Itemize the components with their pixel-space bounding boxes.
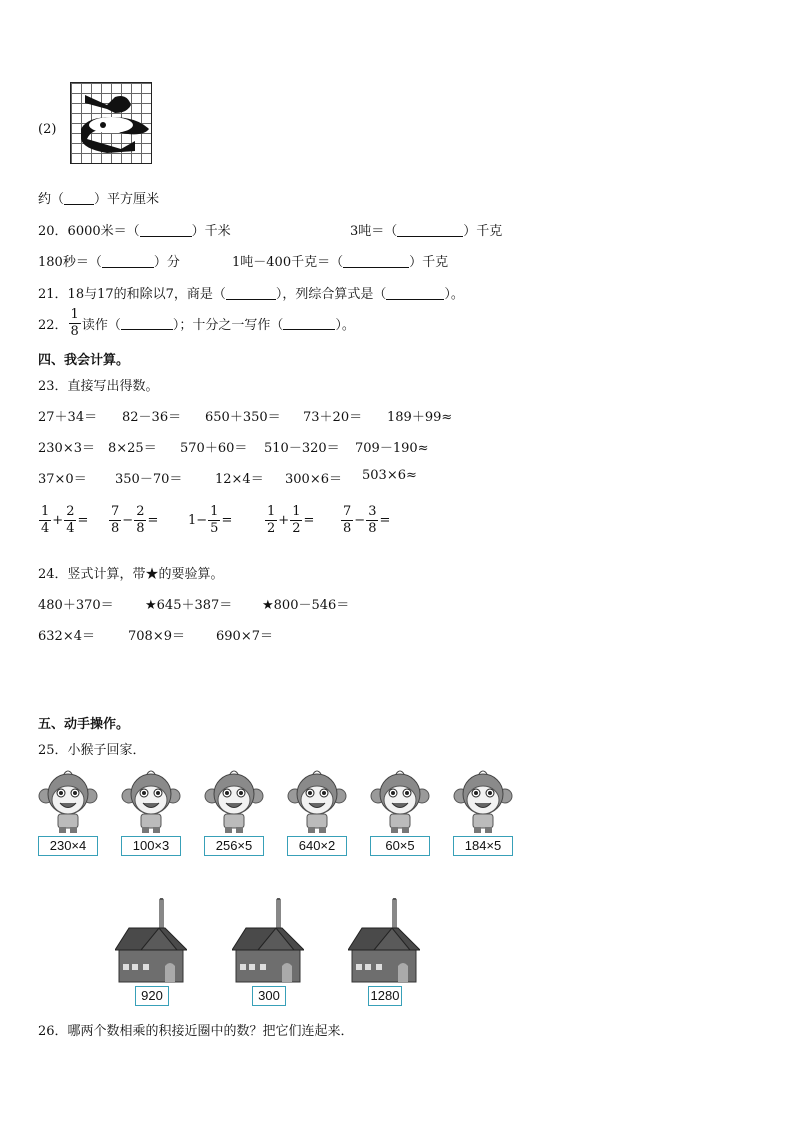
monkey-card[interactable] <box>370 770 430 856</box>
q23-row3-item: 12×4＝ <box>215 472 264 487</box>
pot-shape-figure <box>71 83 151 163</box>
monkey-card[interactable] <box>453 770 513 856</box>
q23-row1-item: 27＋34＝ <box>38 410 98 425</box>
answer-blank[interactable] <box>121 317 173 330</box>
q23-row3-item: 503×6≈ <box>362 468 417 483</box>
q23-row2-item: 510－320＝ <box>264 441 340 456</box>
fraction-expr: $\frac{1}{2}$ + $\frac{1}{2}$ = <box>267 504 315 536</box>
q23-row3-item: 37×0＝ <box>38 472 87 487</box>
house-number-box[interactable]: 920 <box>135 986 169 1006</box>
q19-answer: 约（ ）平方厘米 <box>38 192 160 207</box>
q23-title: 23．直接写出得数。 <box>38 379 159 394</box>
q24-item: ★800－546＝ <box>262 598 350 613</box>
part-label: (2) <box>38 122 57 137</box>
fraction-expr: $\frac{7}{8}$ − $\frac{3}{8}$ = <box>343 504 391 536</box>
answer-blank[interactable] <box>343 255 409 268</box>
q23-row3-item: 350－70＝ <box>115 472 183 487</box>
fraction-expr: 1− $\frac{1}{5}$ = <box>188 504 233 536</box>
monkey-icon <box>287 770 347 834</box>
q23-row2-item: 709－190≈ <box>355 441 429 456</box>
q23-row1-item: 189＋99≈ <box>387 410 453 425</box>
monkey-expression-box[interactable]: 256×5 <box>204 836 264 856</box>
answer-blank[interactable] <box>386 287 444 300</box>
monkey-expression-box[interactable]: 184×5 <box>453 836 513 856</box>
q25-title: 25．小猴子回家． <box>38 743 146 758</box>
answer-blank[interactable] <box>283 317 335 330</box>
q23-row2-item: 230×3＝ <box>38 441 95 456</box>
q24-item: 708×9＝ <box>128 629 185 644</box>
monkey-expression-box[interactable]: 100×3 <box>121 836 181 856</box>
fraction-expr: $\frac{7}{8}$ − $\frac{2}{8}$ = <box>111 504 159 536</box>
section-5-title: 五、动手操作。 <box>38 717 130 732</box>
q20-c: 180秒＝（ ）分 <box>38 255 180 270</box>
house-icon <box>348 898 420 984</box>
monkey-expression-box[interactable]: 60×5 <box>370 836 430 856</box>
q26-title: 26．哪两个数相乘的积接近圈中的数？把它们连起来． <box>38 1024 354 1039</box>
house-card[interactable] <box>115 898 187 1004</box>
q24-item: ★645＋387＝ <box>145 598 233 613</box>
monkey-icon <box>370 770 430 834</box>
house-card[interactable] <box>348 898 420 1004</box>
monkey-expression-box[interactable]: 640×2 <box>287 836 347 856</box>
answer-blank[interactable] <box>102 255 154 268</box>
answer-blank[interactable] <box>140 224 192 237</box>
q20-b: 3吨＝（ ）千克 <box>350 224 503 239</box>
q22: 22． $\frac{1}{8}$ 读作（ ）；十分之一写作（ ）。 <box>38 307 355 339</box>
monkey-expression-box[interactable]: 230×4 <box>38 836 98 856</box>
q24-item: 632×4＝ <box>38 629 95 644</box>
fraction: $\frac{1}{8}$ <box>70 307 79 339</box>
answer-blank[interactable] <box>64 192 94 205</box>
section-4-title: 四、我会计算。 <box>38 353 130 368</box>
q23-row2-item: 570＋60＝ <box>180 441 248 456</box>
q23-row2-item: 8×25＝ <box>108 441 157 456</box>
q24-item: 690×7＝ <box>216 629 273 644</box>
monkey-card[interactable] <box>38 770 98 856</box>
q24-title: 24．竖式计算，带★的要验算。 <box>38 567 224 582</box>
fraction-expr: $\frac{1}{4}$ + $\frac{2}{4}$ = <box>41 504 89 536</box>
monkey-card[interactable] <box>287 770 347 856</box>
monkey-icon <box>453 770 513 834</box>
answer-blank[interactable] <box>226 287 276 300</box>
grid-figure <box>70 82 152 164</box>
monkey-icon <box>204 770 264 834</box>
q23-row1-item: 650＋350＝ <box>205 410 281 425</box>
house-card[interactable] <box>232 898 304 1004</box>
monkey-card[interactable] <box>204 770 264 856</box>
monkey-icon <box>38 770 98 834</box>
q21: 21．18与17的和除以7，商是（ ），列综合算式是（ ）。 <box>38 287 464 302</box>
q24-item: 480＋370＝ <box>38 598 114 613</box>
house-number-box[interactable]: 1280 <box>368 986 402 1006</box>
q20-a: 20．6000米＝（ ）千米 <box>38 224 231 239</box>
q23-row3-item: 300×6＝ <box>285 472 342 487</box>
answer-blank[interactable] <box>397 224 463 237</box>
q23-row1-item: 82－36＝ <box>122 410 182 425</box>
house-icon <box>115 898 187 984</box>
monkey-icon <box>121 770 181 834</box>
house-number-box[interactable]: 300 <box>252 986 286 1006</box>
q20-d: 1吨－400千克＝（ ）千克 <box>232 255 449 270</box>
q23-row1-item: 73＋20＝ <box>303 410 363 425</box>
monkey-card[interactable] <box>121 770 181 856</box>
house-icon <box>232 898 304 984</box>
